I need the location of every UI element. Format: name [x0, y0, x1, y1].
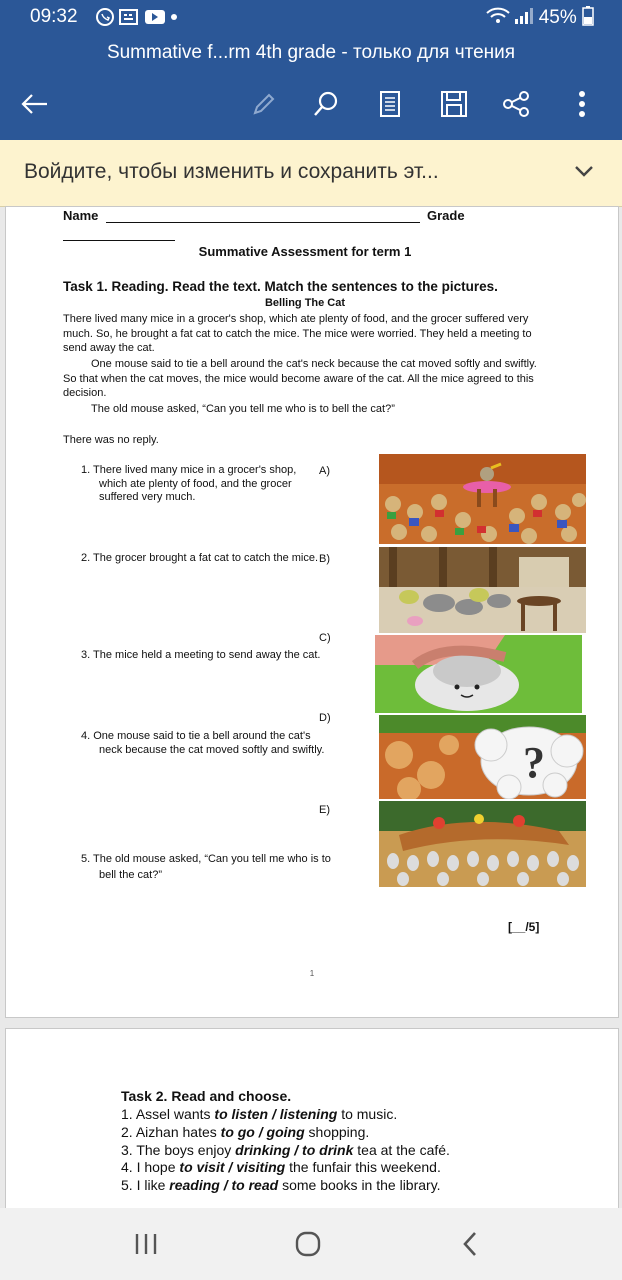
- grade-line: [63, 240, 175, 241]
- task2-list: [121, 1106, 601, 1195]
- task2-item: 5. I like reading / to read some books in the library.: [121, 1177, 441, 1194]
- picture-c-cat-petted: [375, 635, 582, 713]
- picture-a-mice-meeting: [379, 454, 586, 544]
- story-paragraph-2: One mouse said to tie a bell around the cat's neck because the cat moved softly and swiftly. So that when the cat moves, the mice would become aware of the cat. All the mice agreed to this decision.: [63, 358, 537, 399]
- share-icon: [502, 90, 530, 118]
- battery-icon: [582, 6, 594, 26]
- edit-button[interactable]: [246, 86, 282, 122]
- mice-meeting-image: [379, 454, 586, 544]
- chevron-left-icon: [461, 1230, 479, 1258]
- no-reply-text: There was no reply.: [63, 434, 159, 446]
- question-bubble-image: [379, 715, 586, 799]
- story-paragraph-1: There lived many mice in a grocer's shop, which ate plenty of food, and the grocer suffered very much. So, he brought a fat cat to catch the mice. The mice were worried. They held a meeting to send away the cat.: [63, 313, 532, 354]
- question-1: 1. There lived many mice in a grocer's shop, which ate plenty of food, and the grocer suffered very much.: [81, 464, 297, 503]
- search-button[interactable]: [308, 86, 344, 122]
- save-icon: [440, 90, 468, 118]
- question-3: 3. The mice held a meeting to send away the cat.: [81, 649, 321, 661]
- assessment-heading: Summative Assessment for term 1: [198, 244, 412, 259]
- search-icon: [312, 90, 340, 118]
- status-right: [485, 6, 594, 29]
- letter-c: C): [319, 632, 331, 644]
- letter-d: D): [319, 712, 331, 724]
- picture-e-mice-rows: [379, 801, 586, 887]
- banner-text: Войдите, чтобы изменить и сохранить эт...: [24, 160, 439, 183]
- recent-apps-icon: [133, 1232, 159, 1256]
- wifi-signal-icon: [485, 6, 533, 26]
- task2-item: 4. I hope to visit / visiting the funfair this weekend.: [121, 1159, 441, 1176]
- task2-item: 1. Assel wants to listen / listening to music.: [121, 1106, 398, 1122]
- reading-view-button[interactable]: [372, 86, 408, 122]
- task2-item: 2. Aizhan hates to go / going shopping.: [121, 1123, 370, 1140]
- recent-apps-button[interactable]: [126, 1228, 166, 1260]
- back-nav-button[interactable]: [450, 1228, 490, 1260]
- task2-item: 3. The boys enjoy drinking / to drink tea at the café.: [121, 1141, 450, 1158]
- status-time: 09:32: [30, 6, 78, 27]
- svg-text:?: ?: [523, 738, 545, 787]
- question-5: 5. The old mouse asked, “Can you tell me who is to bell the cat?”: [81, 853, 331, 881]
- picture-b-mice-and-chair: [379, 547, 586, 633]
- share-button[interactable]: [498, 86, 534, 122]
- letter-b: B): [319, 553, 330, 565]
- battery-percent: 45%: [538, 7, 577, 28]
- more-options-button[interactable]: [564, 86, 600, 122]
- chevron-down-icon[interactable]: [574, 164, 594, 178]
- app-bar: [0, 0, 622, 140]
- name-line: [106, 222, 420, 223]
- back-button[interactable]: [16, 86, 52, 122]
- mice-chair-image: [379, 547, 586, 633]
- pencil-icon: [251, 91, 277, 117]
- question-4: 4. One mouse said to tie a bell around the cat's neck because the cat moved softly and swiftly.: [81, 730, 325, 756]
- save-button[interactable]: [436, 86, 472, 122]
- home-button[interactable]: [288, 1228, 328, 1260]
- status-bar: [0, 6, 622, 32]
- task2-heading: Task 2. Read and choose.: [121, 1088, 292, 1104]
- picture-d-question-mark: [379, 715, 586, 799]
- choice: reading / to read: [169, 1177, 279, 1194]
- document-title: Summative f...rm 4th grade - только для чтения: [106, 42, 516, 63]
- mice-rows-image: [379, 801, 586, 887]
- home-icon: [294, 1230, 322, 1258]
- question-2: 2. The grocer brought a fat cat to catch the mice.: [81, 552, 319, 564]
- story-paragraph-3: The old mouse asked, “Can you tell me who is to bell the cat?”: [91, 403, 395, 415]
- document-page-2: [5, 1028, 619, 1209]
- score-box: [__/5]: [508, 920, 540, 934]
- choice: to visit / visiting: [179, 1159, 286, 1176]
- notification-icon: [96, 7, 178, 27]
- choice: to go / going: [220, 1123, 305, 1140]
- choice: drinking / to drink: [235, 1141, 354, 1158]
- notification-icons: [96, 7, 178, 32]
- page-number: 1: [309, 969, 315, 978]
- letter-a: A): [319, 465, 330, 477]
- more-vertical-icon: [578, 90, 586, 118]
- arrow-left-icon: [19, 92, 49, 116]
- story-title: Belling The Cat: [264, 297, 346, 309]
- grade-label: Grade: [427, 208, 465, 223]
- system-nav-bar: [0, 1208, 622, 1280]
- reading-view-icon: [379, 90, 401, 118]
- task1-heading: Task 1. Reading. Read the text. Match the sentences to the pictures.: [63, 279, 498, 294]
- toolbar: [0, 84, 622, 124]
- choice: to listen / listening: [214, 1106, 338, 1122]
- name-label: Name: [63, 208, 99, 223]
- sign-in-banner[interactable]: [0, 140, 622, 207]
- cat-image: [375, 635, 582, 713]
- document-page-1: [5, 206, 619, 1018]
- letter-e: E): [319, 804, 330, 816]
